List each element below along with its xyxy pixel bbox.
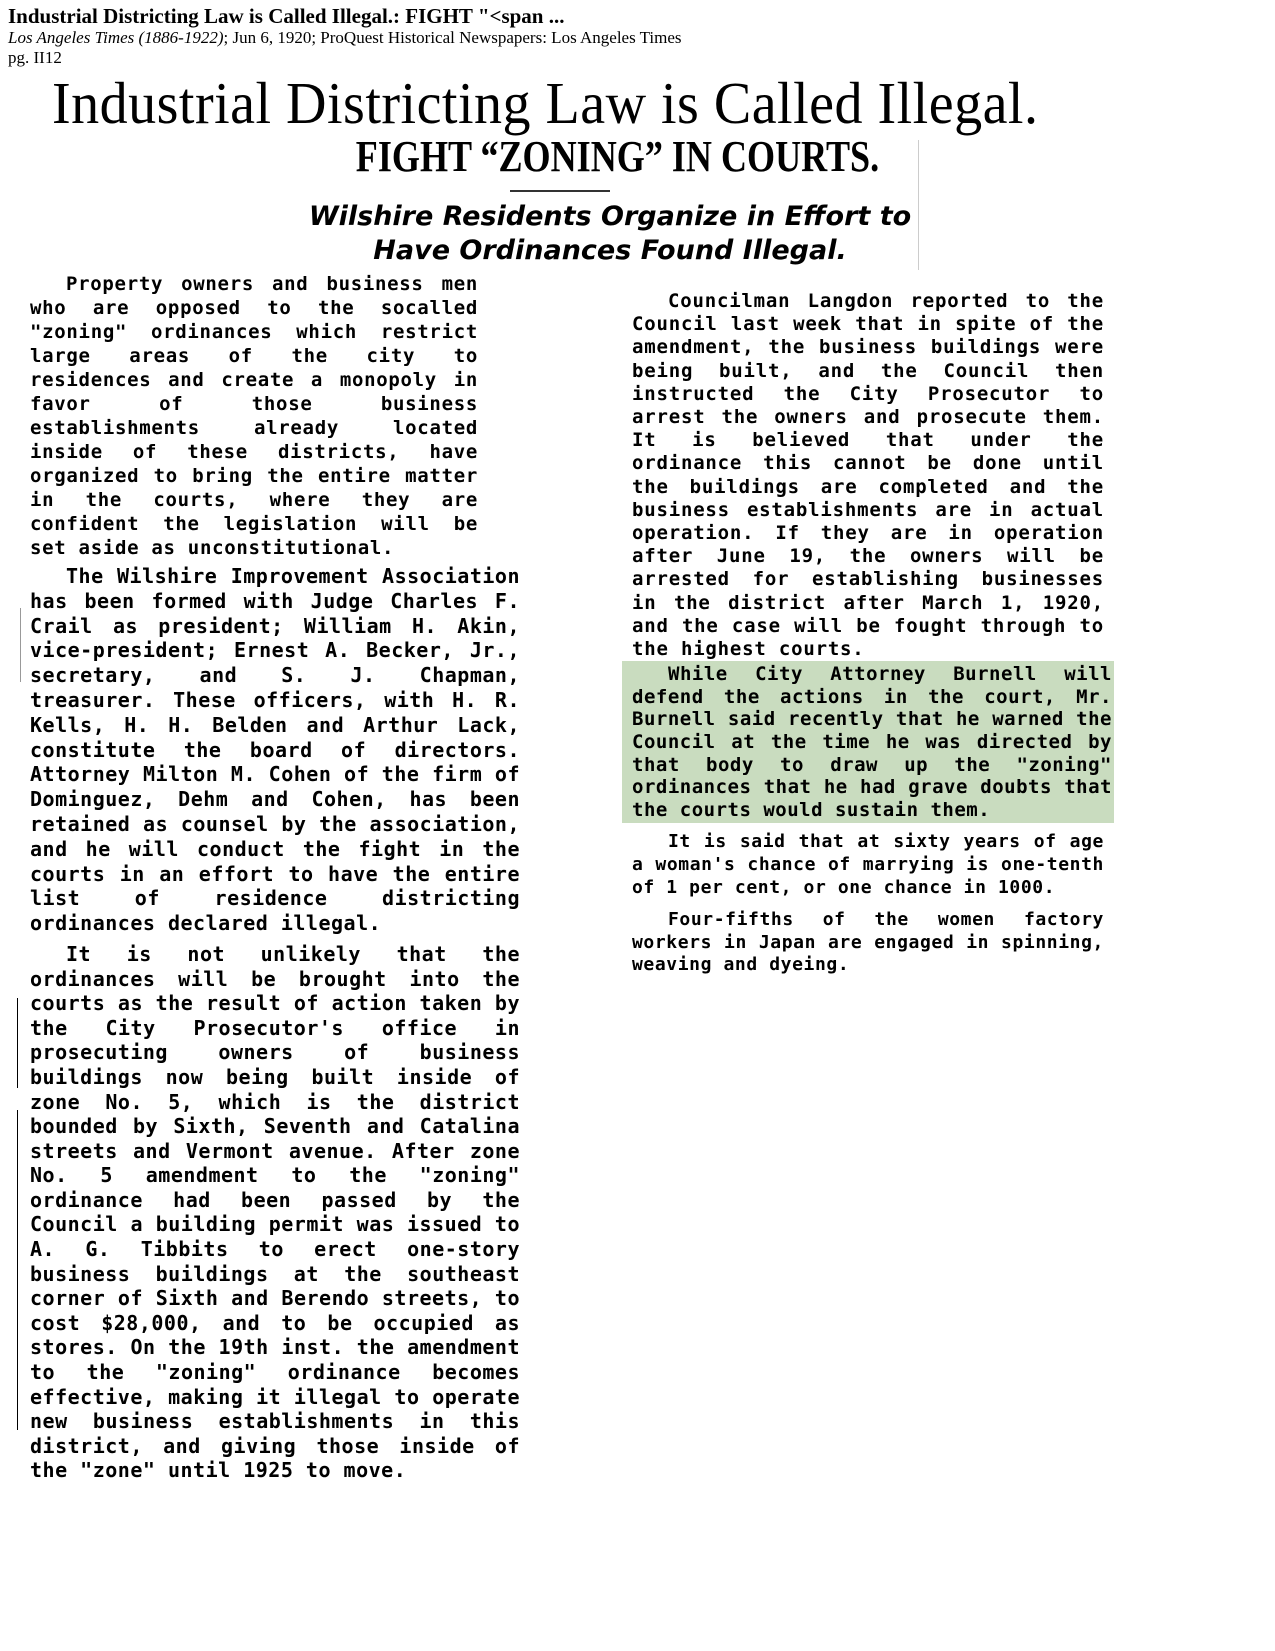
- headline-main: Industrial Districting Law is Called Illegal.: [52, 70, 1039, 136]
- citation-header: [8, 4, 682, 68]
- article-right-column: [632, 290, 1112, 977]
- column-rule-left-1: [20, 608, 21, 682]
- headline-deck: [290, 200, 930, 268]
- citation-source: [8, 28, 682, 48]
- citation-title: Industrial Districting Law is Called Illegal.: FIGHT "<span ...: [8, 4, 565, 28]
- article-paragraph: Property owners and business men who are opposed to the socalled "zoning" ordinances which restrict large areas of the city to residences and create a monopoly in favor of those business establishments already located inside of these districts, have organized to bring the entire matter in the courts, where they are confident the legislation will be set aside as unconstitutional.: [30, 273, 478, 559]
- highlighted-passage: [622, 661, 1114, 823]
- filler-paragraph: It is said that at sixty years of age a woman's chance of marrying is one-tenth of 1 per cent, or one chance in 1000.: [632, 831, 1104, 898]
- headline-sub: FIGHT “ZONING” IN COURTS.: [355, 132, 880, 181]
- column-rule-left-3: [17, 1110, 18, 1430]
- headline-divider: [510, 190, 610, 192]
- column-rule-left-2: [17, 998, 18, 1088]
- article-paragraph: The Wilshire Improvement Association has been formed with Judge Charles F. Crail as president; William H. Akin, vice-president; Ernest A. Becker, Jr., secretary, and S. J. Chapman, treasurer. These officers, with H. R. Kells, H. H. Belden and Arthur Lack, constitute the board of directors. Attorney Milton M. Cohen of the firm of Dominguez, Dehm and Cohen, has been retained as counsel by the association, and he will conduct the fight in the courts in an effort to have the entire list of residence districting ordinances declared illegal.: [30, 564, 520, 936]
- article-paragraph: It is not unlikely that the ordinances will be brought into the courts as the result of action taken by the City Prosecutor's office in prosecuting owners of business buildings now being built inside of zone No. 5, which is the district bounded by Sixth, Seventh and Catalina streets and Vermont avenue. After zone No. 5 amendment to the "zoning" ordinance had been passed by the Council a building permit was issued to A. G. Tibbits to erect one-story business buildings at the southeast corner of Sixth and Berendo streets, to cost $28,000, and to be occupied as stores. On the 19th inst. the amendment to the "zoning" ordinance becomes effective, making it illegal to operate new business establishments in this district, and giving those inside of the "zone" until 1925 to move.: [30, 941, 520, 1483]
- article-left-column: [30, 272, 520, 1483]
- filler-paragraph: Four-fifths of the women factory workers in Japan are engaged in spinning, weaving and dyeing.: [632, 909, 1104, 976]
- deck-line-1: Wilshire Residents Organize in Effort to: [308, 201, 912, 232]
- article-paragraph: Councilman Langdon reported to the Council last week that in spite of the amendment, the business buildings were being built, and the Council then instructed the City Prosecutor to arrest the owners and prosecute them. It is believed that under the ordinance this cannot be done until the buildings are completed and the business establishments are in actual operation. If they are in operation after June 19, the owners will be arrested for establishing businesses in the district after March 1, 1920, and the case will be fought through to the highest courts.: [632, 290, 1104, 661]
- deck-line-2: Have Ordinances Found Illegal.: [373, 235, 847, 266]
- citation-publication: Los Angeles Times (1886-1922): [8, 28, 224, 47]
- article-paragraph: While City Attorney Burnell will defend the actions in the court, Mr. Burnell said recently that he warned the Council at the time he was directed by that body to draw up the "zoning" ordinances that he had grave doubts that the courts would sustain them.: [632, 663, 1112, 821]
- citation-page: pg. II12: [8, 48, 62, 67]
- citation-details: ; Jun 6, 1920; ProQuest Historical Newspapers: Los Angeles Times: [223, 28, 682, 47]
